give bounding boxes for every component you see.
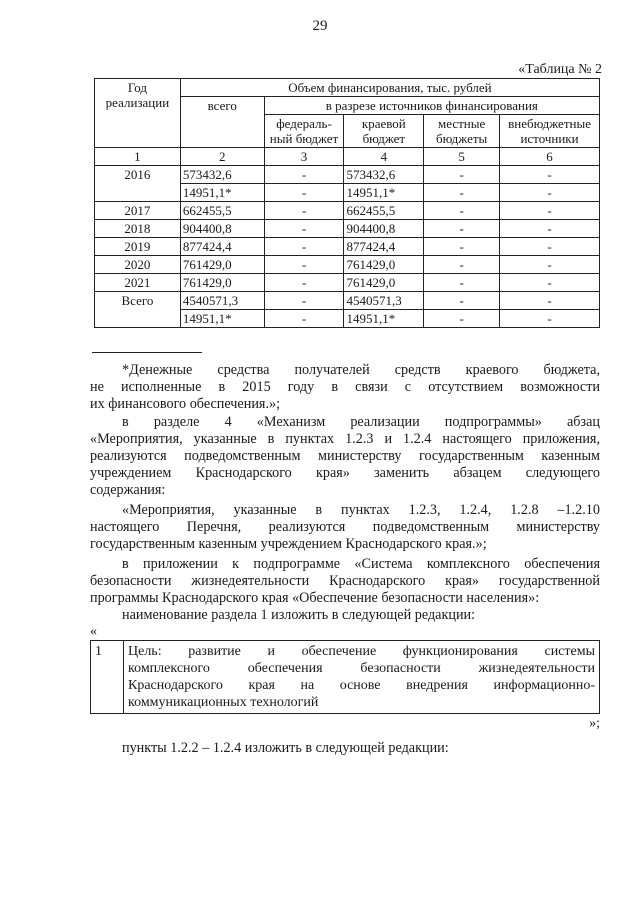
- column-number: 1: [95, 148, 181, 166]
- paragraph-section1: [90, 607, 600, 624]
- row-regional: 761429,0: [344, 256, 424, 274]
- row-extra: -: [500, 202, 600, 220]
- header-extra: внебюджетные источники: [500, 115, 600, 148]
- row-local: -: [424, 220, 500, 238]
- row-local: -: [424, 256, 500, 274]
- paragraph-line: в разделе 4 «Механизм реализации подпрограммы» абзац: [122, 414, 600, 430]
- row-total: 877424,4: [180, 238, 264, 256]
- row-local: -: [424, 202, 500, 220]
- paragraph-points: [90, 740, 600, 757]
- table-row: [95, 166, 600, 184]
- paragraph-measures: [90, 502, 600, 553]
- row-year: 2020: [95, 256, 181, 274]
- paragraph-appendix: [90, 556, 600, 607]
- row-local: -: [424, 292, 500, 310]
- column-number: 3: [264, 148, 344, 166]
- row-regional: 14951,1*: [344, 184, 424, 202]
- paragraph-line: наименование раздела 1 изложить в следующей редакции:: [122, 607, 476, 623]
- row-year: 2019: [95, 238, 181, 256]
- paragraph-line: «Мероприятия, указанные в пунктах 1.2.3 и 1.2.4 настоящего приложения,: [90, 431, 600, 447]
- row-year: 2017: [95, 202, 181, 220]
- goal-line: Цель: развитие и обеспечение функционирования системы: [128, 644, 595, 659]
- header-total: всего: [180, 97, 264, 148]
- footnote: [90, 362, 600, 413]
- row-federal: -: [264, 202, 344, 220]
- goal-text: [124, 641, 600, 714]
- row-local: -: [424, 274, 500, 292]
- row-extra: -: [500, 310, 600, 328]
- paragraph-line: безопасности жизнедеятельности Краснодарского края» государственной: [90, 573, 600, 589]
- paragraph-line: государственным казенным учреждением Краснодарского края.»;: [90, 536, 487, 552]
- paragraph-line: в приложении к подпрограмме «Система комплексного обеспечения: [122, 556, 600, 572]
- paragraph-line: учреждением Краснодарского края» заменить абзацем следующего: [90, 465, 600, 481]
- row-year: Всего: [95, 292, 181, 328]
- row-federal: -: [264, 274, 344, 292]
- column-number: 2: [180, 148, 264, 166]
- row-extra: -: [500, 274, 600, 292]
- row-regional: 573432,6: [344, 166, 424, 184]
- column-number: 6: [500, 148, 600, 166]
- table-label: «Таблица № 2: [518, 62, 602, 77]
- row-federal: -: [264, 292, 344, 310]
- row-local: -: [424, 310, 500, 328]
- footnote-line: *Денежные средства получателей средств краевого бюджета,: [122, 362, 600, 378]
- header-volume: Объем финансирования, тыс. рублей: [180, 79, 599, 97]
- row-local: -: [424, 238, 500, 256]
- financing-table: [94, 78, 600, 328]
- header-sources: в разрезе источников финансирования: [264, 97, 599, 115]
- header-local: местные бюджеты: [424, 115, 500, 148]
- row-local: -: [424, 166, 500, 184]
- row-total: 904400,8: [180, 220, 264, 238]
- page-number: 29: [312, 18, 328, 34]
- paragraph-section4: [90, 414, 600, 499]
- row-federal: -: [264, 256, 344, 274]
- row-regional: 877424,4: [344, 238, 424, 256]
- row-total: 573432,6: [180, 166, 264, 184]
- row-total: 761429,0: [180, 274, 264, 292]
- row-federal: -: [264, 166, 344, 184]
- table-row: [91, 641, 600, 714]
- goal-table: [90, 640, 600, 714]
- row-regional: 4540571,3: [344, 292, 424, 310]
- row-total: 14951,1*: [180, 184, 264, 202]
- row-regional: 761429,0: [344, 274, 424, 292]
- paragraph-line: пункты 1.2.2 – 1.2.4 изложить в следующей редакции:: [122, 740, 449, 756]
- row-year: 2021: [95, 274, 181, 292]
- footnote-line: не исполненные в 2015 году в связи с отсутствием возможности: [90, 379, 600, 395]
- row-extra: -: [500, 256, 600, 274]
- quote-close: »;: [589, 716, 600, 731]
- row-extra: -: [500, 166, 600, 184]
- row-federal: -: [264, 184, 344, 202]
- row-total: 662455,5: [180, 202, 264, 220]
- goal-line: комплексного обеспечения безопасности жизнедеятельности: [128, 661, 595, 676]
- table-row: [95, 202, 600, 220]
- paragraph-line: настоящего Перечня, реализуются подведомственным министерству: [90, 519, 600, 535]
- row-year: 2016: [95, 166, 181, 202]
- column-number-row: [95, 148, 600, 166]
- table-row: [95, 256, 600, 274]
- row-regional: 14951,1*: [344, 310, 424, 328]
- row-regional: 662455,5: [344, 202, 424, 220]
- table-row: [95, 220, 600, 238]
- row-federal: -: [264, 238, 344, 256]
- row-extra: -: [500, 220, 600, 238]
- row-federal: -: [264, 310, 344, 328]
- goal-line: коммуникационных технологий: [128, 695, 319, 710]
- row-extra: -: [500, 238, 600, 256]
- table-row: [95, 292, 600, 310]
- row-local: -: [424, 184, 500, 202]
- row-year: 2018: [95, 220, 181, 238]
- header-year: Год реализации: [95, 79, 181, 148]
- row-extra: -: [500, 292, 600, 310]
- table-row: [95, 238, 600, 256]
- column-number: 5: [424, 148, 500, 166]
- table-row: [95, 274, 600, 292]
- column-number: 4: [344, 148, 424, 166]
- row-total: 14951,1*: [180, 310, 264, 328]
- row-total: 761429,0: [180, 256, 264, 274]
- header-regional: краевой бюджет: [344, 115, 424, 148]
- row-federal: -: [264, 220, 344, 238]
- row-extra: -: [500, 184, 600, 202]
- goal-line: Краснодарского края на основе внедрения информационно-: [128, 678, 595, 693]
- row-total: 4540571,3: [180, 292, 264, 310]
- paragraph-line: «Мероприятия, указанные в пунктах 1.2.3, 1.2.4, 1.2.8 –1.2.10: [122, 502, 600, 518]
- goal-number: 1: [91, 641, 124, 714]
- row-regional: 904400,8: [344, 220, 424, 238]
- paragraph-line: программы Краснодарского края «Обеспечение безопасности населения»:: [90, 590, 540, 606]
- footnote-divider: [92, 352, 202, 353]
- paragraph-line: содержания:: [90, 482, 166, 498]
- paragraph-line: реализуются подведомственным министерству государственным казенным: [90, 448, 600, 464]
- header-federal: федераль-ный бюджет: [264, 115, 344, 148]
- quote-open: «: [90, 624, 97, 639]
- footnote-line: их финансового обеспечения.»;: [90, 396, 281, 412]
